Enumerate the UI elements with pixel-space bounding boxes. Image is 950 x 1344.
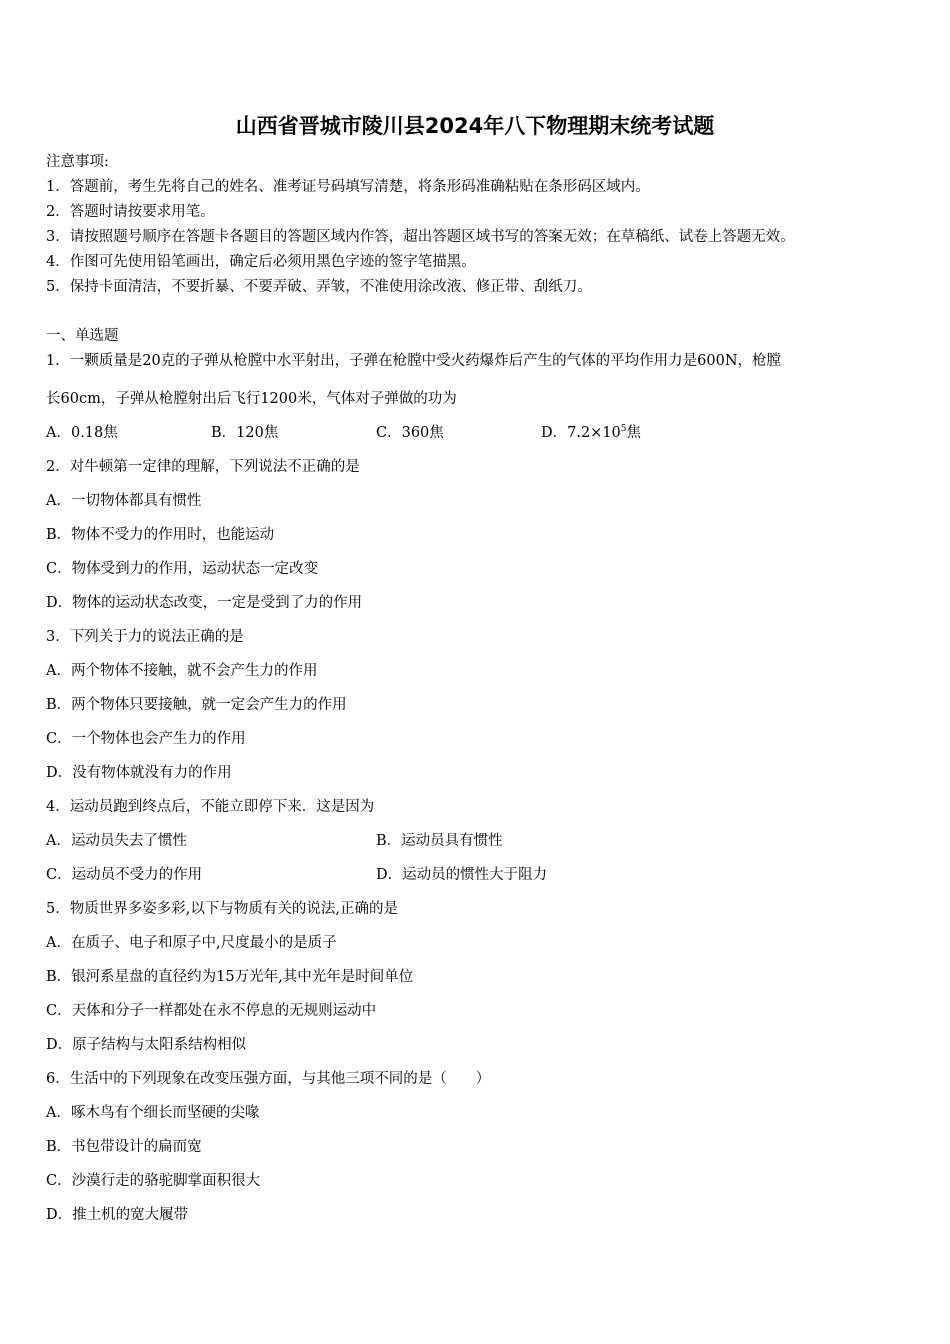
question-1-stem: 1．一颗质量是20克的子弹从枪膛中水平射出，子弹在枪膛中受火药爆炸后产生的气体的平均作用力是600N，枪膛 [46, 353, 782, 369]
question-1-stem-cont: 长60cm，子弹从枪膛射出后飞行1200米，气体对子弹做的功为 [46, 391, 457, 407]
q1-option-d-exponent: 5 [620, 424, 627, 435]
q1-option-b: B．120焦 [211, 425, 279, 441]
question-6-stem: 6．生活中的下列现象在改变压强方面，与其他三项不同的是（ ） [46, 1071, 491, 1087]
q6-option-c: C．沙漠行走的骆驼脚掌面积很大 [46, 1173, 261, 1189]
page-title: 山西省晋城市陵川县2024年八下物理期末统考试题 [235, 114, 715, 138]
question-3-stem: 3．下列关于力的说法正确的是 [46, 629, 244, 645]
q6-option-b: B．书包带设计的扁而宽 [46, 1139, 202, 1155]
notice-item: 2．答题时请按要求用笔。 [46, 204, 215, 220]
question-4-stem: 4．运动员跑到终点后，不能立即停下来．这是因为 [46, 799, 375, 815]
question-5-stem: 5．物质世界多姿多彩,以下与物质有关的说法,正确的是 [46, 901, 398, 917]
q5-option-b: B．银河系星盘的直径约为15万光年,其中光年是时间单位 [46, 969, 414, 985]
q4-option-b: B．运动员具有惯性 [376, 833, 503, 849]
q1-option-c: C．360焦 [376, 425, 444, 441]
q2-option-b: B．物体不受力的作用时，也能运动 [46, 527, 275, 543]
q1-option-d-text: D．7.2×10 [541, 425, 621, 441]
q3-option-c: C．一个物体也会产生力的作用 [46, 731, 246, 747]
q3-option-b: B．两个物体只要接触，就一定会产生力的作用 [46, 697, 347, 713]
q4-option-d: D．运动员的惯性大于阻力 [376, 867, 548, 883]
q5-option-a: A．在质子、电子和原子中,尺度最小的是质子 [46, 935, 337, 951]
notice-item: 4．作图可先使用铅笔画出，确定后必须用黑色字迹的签字笔描黑。 [46, 254, 476, 270]
q1-option-a: A．0.18焦 [46, 425, 118, 441]
q6-option-a: A．啄木鸟有个细长而坚硬的尖喙 [46, 1105, 260, 1121]
notice-item: 5．保持卡面清洁，不要折暴、不要弄破、弄皱，不准使用涂改液、修正带、刮纸刀。 [46, 279, 592, 295]
q6-option-d: D．推土机的宽大履带 [46, 1207, 189, 1223]
q2-option-d: D．物体的运动状态改变，一定是受到了力的作用 [46, 595, 363, 611]
q4-option-c: C．运动员不受力的作用 [46, 867, 203, 883]
q1-option-d-unit: 焦 [626, 425, 642, 441]
notice-heading: 注意事项: [46, 154, 109, 170]
q1-option-d [541, 423, 641, 443]
question-2-stem: 2．对牛顿第一定律的理解，下列说法不正确的是 [46, 459, 360, 475]
q3-option-a: A．两个物体不接触，就不会产生力的作用 [46, 663, 318, 679]
section-heading: 一、单选题 [46, 328, 119, 344]
q2-option-a: A．一切物体都具有惯性 [46, 493, 202, 509]
q2-option-c: C．物体受到力的作用，运动状态一定改变 [46, 561, 319, 577]
q4-option-a: A．运动员失去了惯性 [46, 833, 187, 849]
q5-option-c: C．天体和分子一样都处在永不停息的无规则运动中 [46, 1003, 377, 1019]
q5-option-d: D．原子结构与太阳系结构相似 [46, 1037, 247, 1053]
notice-item: 1．答题前，考生先将自己的姓名、准考证号码填写清楚，将条形码准确粘贴在条形码区域内。 [46, 179, 650, 195]
q3-option-d: D．没有物体就没有力的作用 [46, 765, 232, 781]
notice-item: 3．请按照题号顺序在答题卡各题目的答题区域内作答，超出答题区域书写的答案无效；在草稿纸、试卷上答题无效。 [46, 229, 795, 245]
